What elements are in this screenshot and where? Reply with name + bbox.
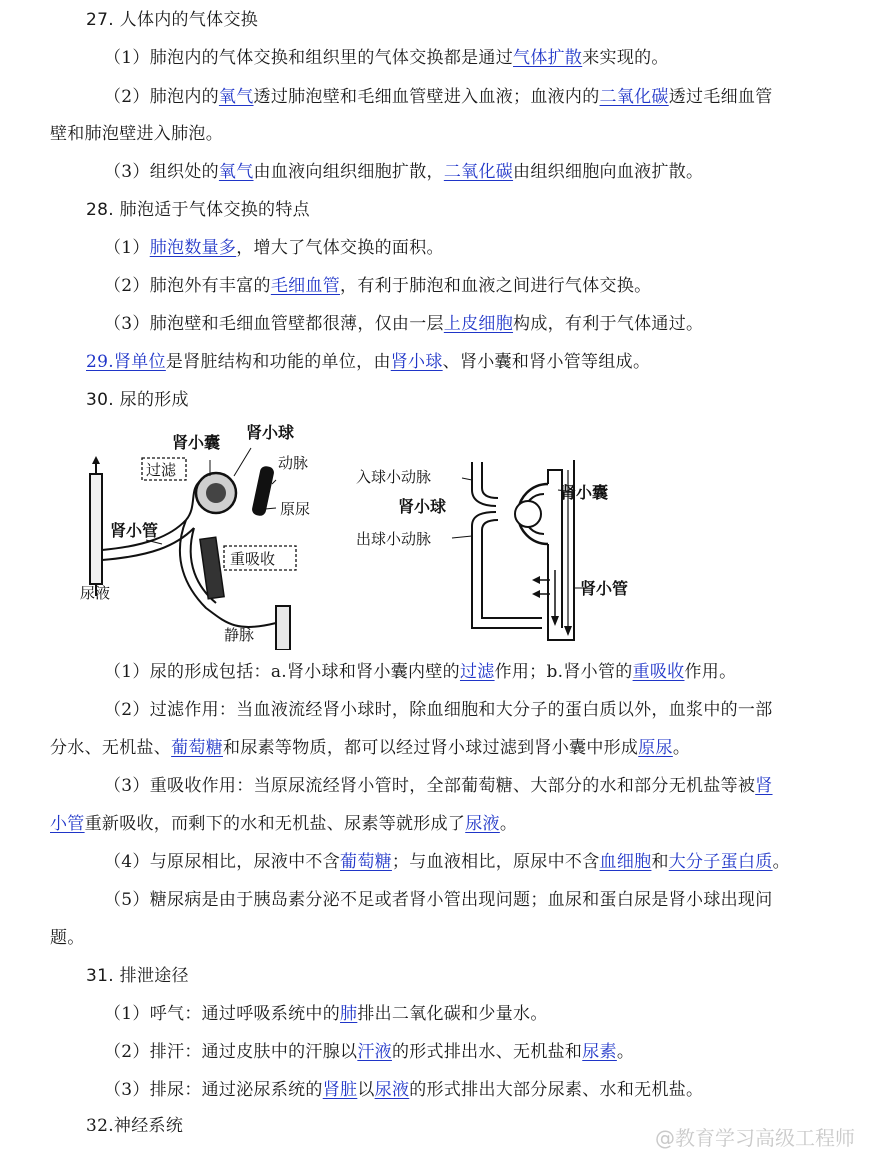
watermark: @教育学习高级工程师 [655,1126,855,1150]
section-28-title: 28. 肺泡适于气体交换的特点 [86,200,310,220]
keyword: 肾小球 [390,352,443,372]
keyword: 大分子蛋白质 [668,852,773,872]
keyword: 重吸收 [632,662,685,682]
keyword: 小管 [50,814,85,834]
s31-p3: （3）排尿：通过泌尿系统的肾脏以尿液的形式排出大部分尿素、水和无机盐。 [104,1080,704,1100]
keyword: 氧气 [218,162,254,182]
s28-p1: （1）肺泡数量多，增大了气体交换的面积。 [104,238,444,258]
nephron-schematic [352,450,652,650]
keyword: 气体扩散 [513,48,583,68]
label-shenxiaoqiu: 肾小球 [246,423,295,442]
keyword: 氧气 [218,87,254,107]
label-shenxiaoqiu-r: 肾小球 [398,497,447,516]
keyword: 二氧化碳 [443,162,514,182]
label-shenxiaonang: 肾小囊 [172,433,221,452]
keyword: 葡萄糖 [171,738,224,758]
keyword: 肺泡数量多 [149,238,237,258]
s27-p2: （2）肺泡内的氧气透过肺泡壁和毛细血管壁进入血液；血液内的二氧化碳透过毛细血管 [104,87,773,107]
s29: 29.肾单位是肾脏结构和功能的单位，由肾小球、肾小囊和肾小管等组成。 [86,352,651,372]
keyword: 29.肾单位 [86,352,166,372]
label-jingmai: 静脉 [224,626,255,644]
section-32-title: 32.神经系统 [86,1116,184,1136]
label-yuanniao: 原尿 [280,500,311,518]
keyword: 过滤 [459,662,495,682]
keyword: 血细胞 [599,852,652,872]
label-shenxiaoguan: 肾小管 [110,521,159,540]
keyword: 葡萄糖 [340,852,392,872]
keyword: 上皮细胞 [443,314,514,334]
s30-p2: （2）过滤作用：当血液流经肾小球时，除血细胞和大分子的蛋白质以外，血浆中的一部 [104,700,773,720]
s30-p4: （4）与原尿相比，尿液中不含葡萄糖；与血液相比，原尿中不含血细胞和大分子蛋白质。 [104,852,790,872]
label-chongxishou: 重吸收 [230,550,276,568]
s30-p2-cont: 分水、无机盐、葡萄糖和尿素等物质，都可以经过肾小球过滤到肾小囊中形成原尿。 [50,738,691,758]
s27-p1: （1）肺泡内的气体交换和组织里的气体交换都是通过气体扩散来实现的。 [104,48,669,68]
s27-p3: （3）组织处的氧气由血液向组织细胞扩散，二氧化碳由组织细胞向血液扩散。 [104,162,704,182]
section-31-title: 31. 排泄途径 [86,966,189,986]
label-chuqiu: 出球小动脉 [356,530,432,548]
nephron-diagram-left [76,418,326,650]
keyword: 肾 [755,776,773,796]
s27-p2-cont: 壁和肺泡壁进入肺泡。 [50,124,223,144]
s30-p1: （1）尿的形成包括：a.肾小球和肾小囊内壁的过滤作用；b.肾小管的重吸收作用。 [104,662,737,682]
keyword: 原尿 [638,738,673,758]
label-ruqiu: 入球小动脉 [356,468,432,486]
label-shenxiaoguan-r: 肾小管 [580,579,629,598]
s28-p3: （3）肺泡壁和毛细血管壁都很薄，仅由一层上皮细胞构成，有利于气体通过。 [104,314,704,334]
s28-p2: （2）肺泡外有丰富的毛细血管，有利于肺泡和血液之间进行气体交换。 [104,276,652,296]
keyword: 二氧化碳 [599,87,669,107]
section-30-title: 30. 尿的形成 [86,390,189,410]
nephron-diagram-right [352,450,652,650]
keyword: 尿液 [374,1080,410,1100]
label-dongmai: 动脉 [278,454,309,472]
keyword: 肾脏 [322,1080,358,1100]
keyword: 尿液 [465,814,500,834]
s31-p2: （2）排汗：通过皮肤中的汗腺以汗液的形式排出水、无机盐和尿素。 [104,1042,635,1062]
keyword: 肺 [340,1004,358,1024]
label-shenxiaonang-r: 肾小囊 [560,483,609,502]
label-guolv: 过滤 [146,461,177,479]
s31-p1: （1）呼气：通过呼吸系统中的肺排出二氧化碳和少量水。 [104,1004,548,1024]
s30-p3-cont: 小管重新吸收，而剩下的水和无机盐、尿素等就形成了尿液。 [50,814,518,834]
s30-p3: （3）重吸收作用：当原尿流经肾小管时，全部葡萄糖、大部分的水和部分无机盐等被肾 [104,776,773,796]
nephron-sketch [76,418,326,650]
label-niaoye: 尿液 [80,584,111,602]
s30-p5: （5）糖尿病是由于胰岛素分泌不足或者肾小管出现问题；血尿和蛋白尿是肾小球出现问 [104,890,773,910]
section-27-title: 27. 人体内的气体交换 [86,10,259,30]
keyword: 汗液 [357,1042,392,1062]
keyword: 毛细血管 [270,276,341,296]
s30-p5-cont: 题。 [50,928,85,948]
keyword: 尿素 [582,1042,617,1062]
